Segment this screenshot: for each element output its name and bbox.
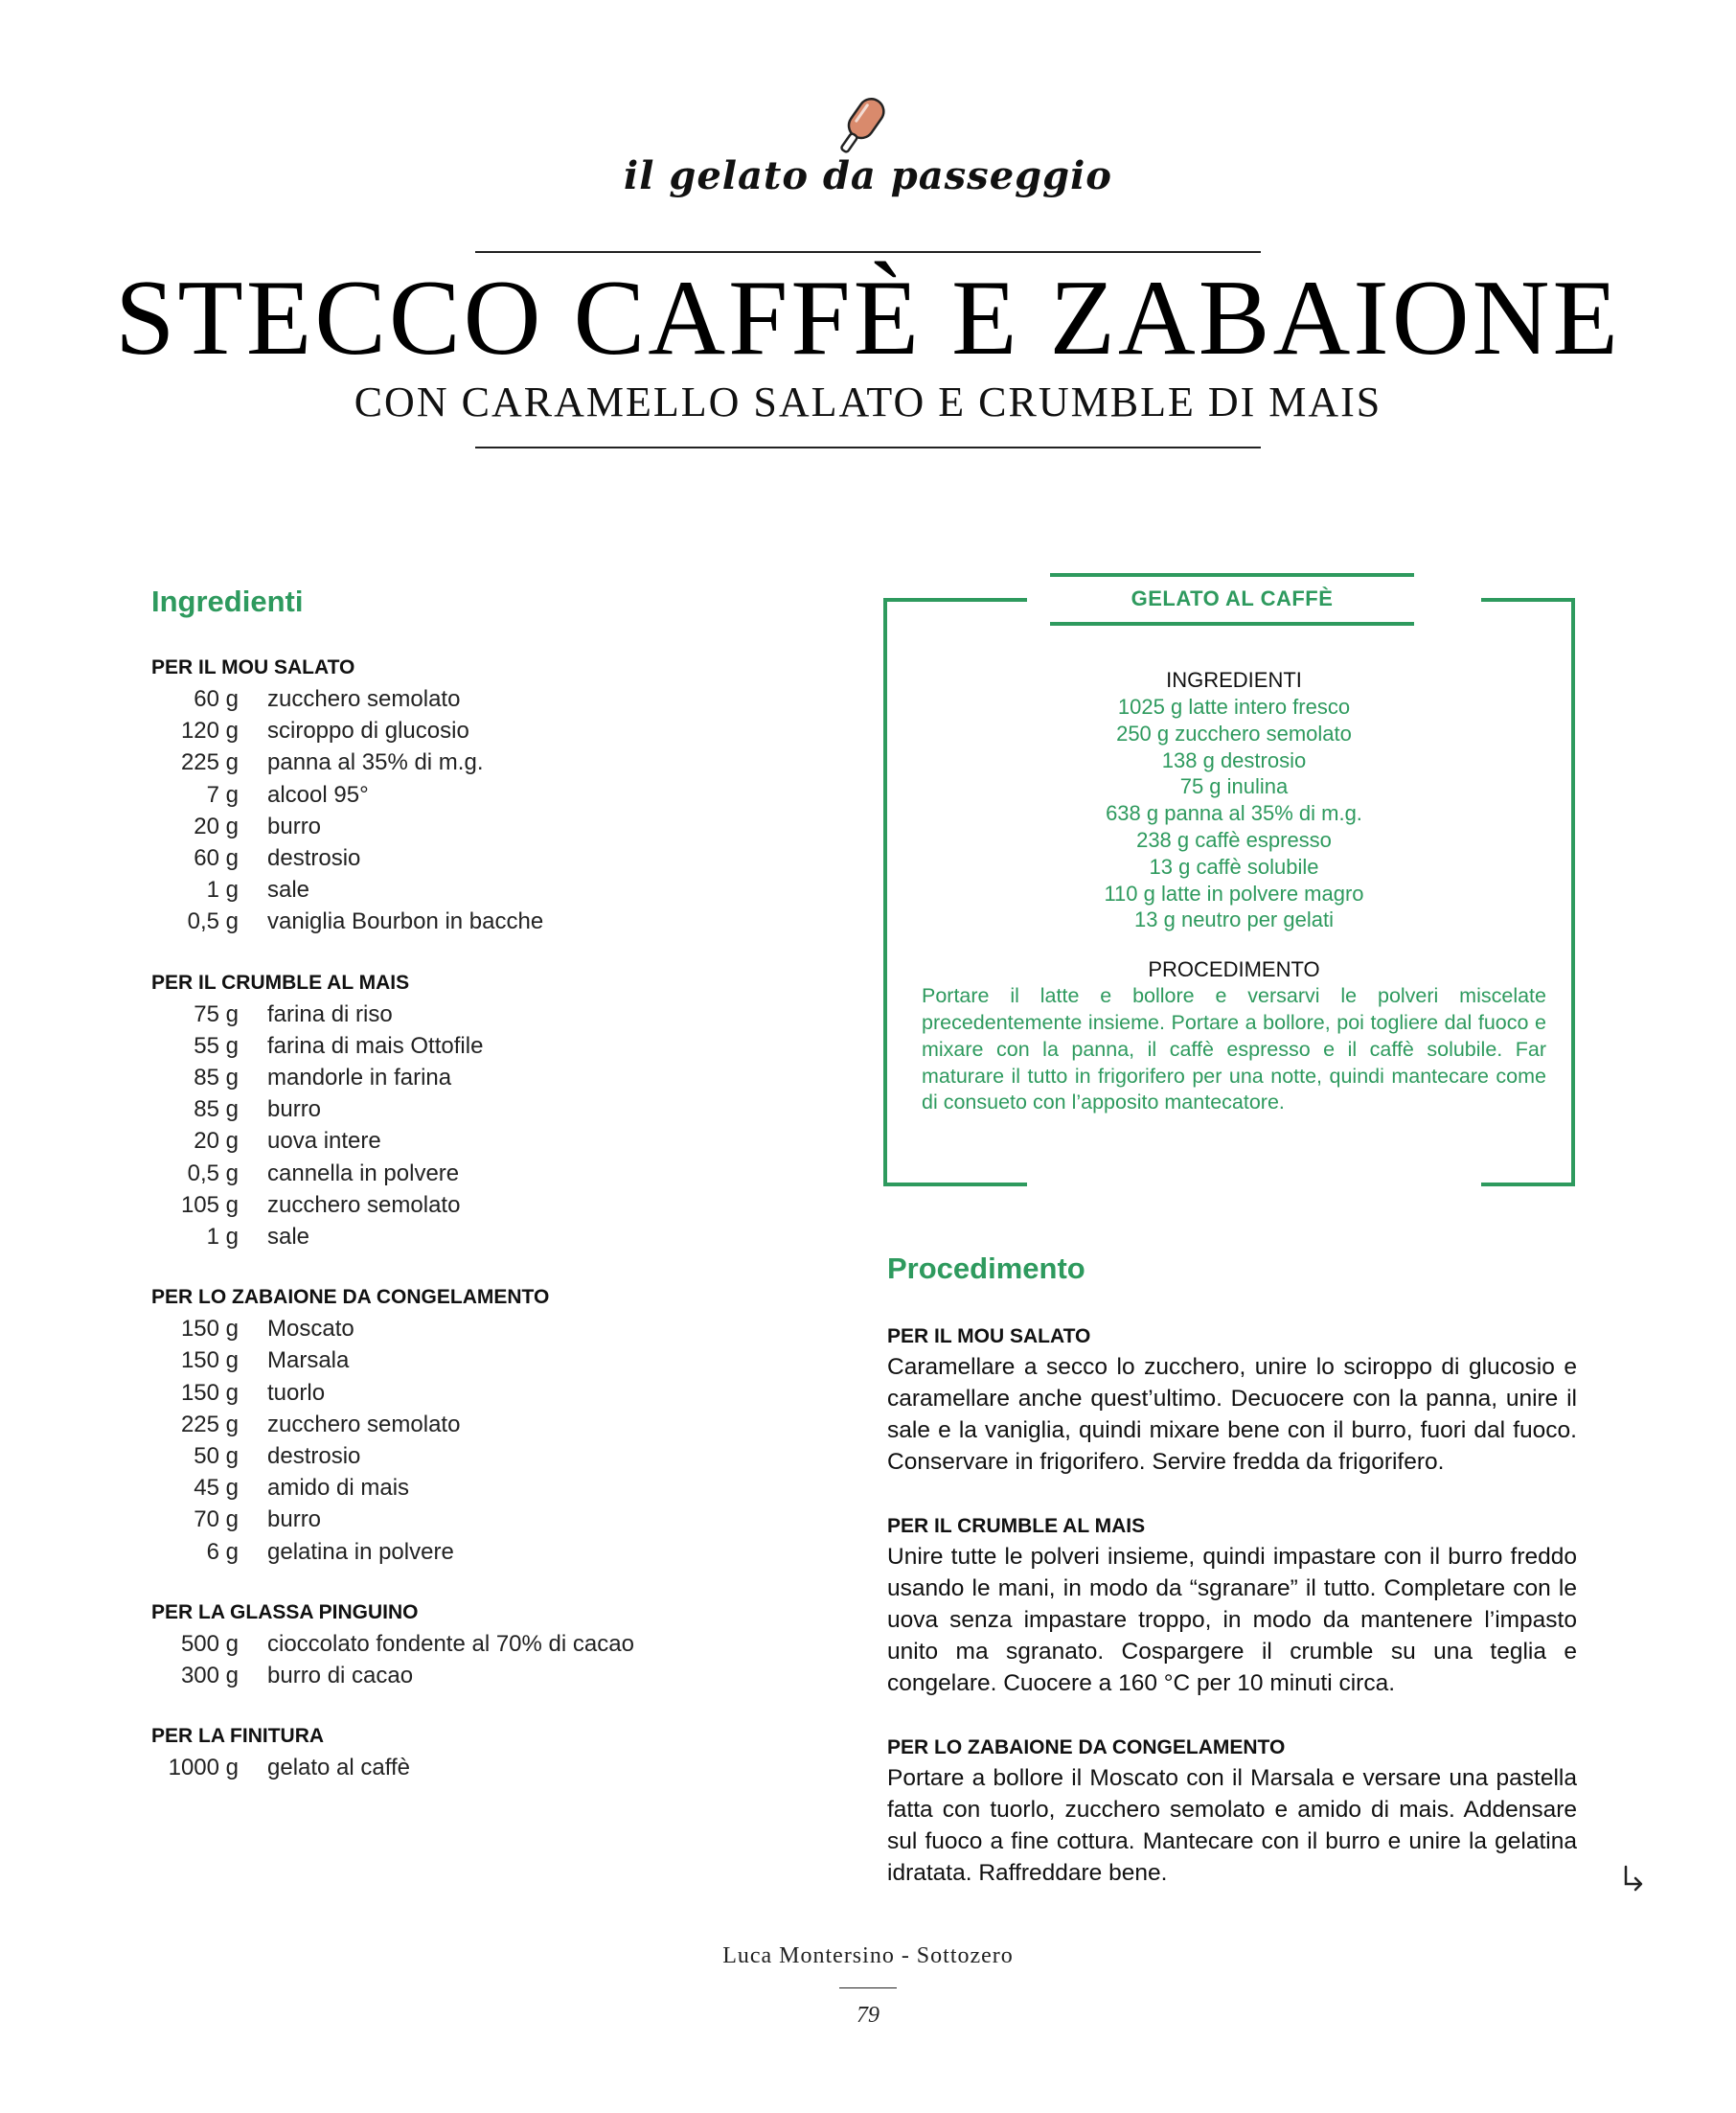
ingredient-row: [151, 999, 841, 1030]
ingredient-qty: 50 g: [194, 1443, 239, 1470]
ingredient-name: cioccolato fondente al 70% di cacao: [267, 1630, 634, 1657]
ingredient-name: sciroppo di glucosio: [267, 718, 469, 745]
title-bottom-rule: [475, 447, 1261, 448]
ingredient-qty: 1000 g: [168, 1755, 239, 1781]
ingredient-group-title: PER IL CRUMBLE AL MAIS: [151, 971, 410, 994]
page-number: 79: [857, 2003, 879, 2028]
ingredient-qty: 150 g: [180, 1347, 239, 1374]
ingredients-list: [151, 655, 841, 1816]
procedure-step-text: Caramellare a secco lo zucchero, unire lo sciroppo di glucosio e caramellare anche quest’ultimo. Decuocere con la panna, unire il sale e la vaniglia, quindi mixare bene con il burro, fuori dal fuoco. Conservare in frigorifero. Servire fredda da frigorifero.: [887, 1354, 1577, 1475]
procedure-step-text: Portare a bollore il Moscato con il Marsala e versare una pastella fatta con tuorlo, zucchero semolato e amido di mais. Addensare sul fuoco a fine cottura. Mantecare con il burro e unire la gelatina idratata. Raffreddare bene.: [887, 1765, 1577, 1886]
ingredient-name: amido di mais: [267, 1475, 410, 1502]
procedure-step-title: PER LO ZABAIONE DA CONGELAMENTO: [887, 1736, 1286, 1758]
ingredient-qty: 55 g: [194, 1032, 239, 1059]
ingredient-qty: 150 g: [180, 1316, 239, 1343]
ingredient-qty: 120 g: [180, 718, 239, 745]
ingredient-qty: 300 g: [180, 1663, 239, 1689]
ingredient-qty: 60 g: [194, 686, 239, 712]
ingredient-row: [151, 1158, 841, 1189]
procedure-step: [887, 1324, 1577, 1478]
ingredient-group-title: PER LO ZABAIONE DA CONGELAMENTO: [151, 1286, 550, 1309]
procedure-list: [887, 1324, 1577, 1925]
ingredient-name: farina di riso: [267, 1000, 393, 1027]
ingredient-group: [151, 1724, 841, 1783]
ingredient-qty: 20 g: [194, 813, 239, 839]
ingredient-row: [151, 1628, 841, 1660]
gelato-ingredient: 13 g neutro per gelati: [1134, 907, 1334, 932]
ingredient-row: [151, 1093, 841, 1125]
popsicle-icon: [828, 92, 895, 159]
gelato-ingredients-list: [922, 694, 1546, 933]
ingredient-name: gelato al caffè: [267, 1755, 411, 1781]
ingredient-group: [151, 1600, 841, 1691]
ingredient-group-title: PER IL MOU SALATO: [151, 656, 355, 678]
ingredient-name: Moscato: [267, 1316, 354, 1343]
gelato-procedure-label: PROCEDIMENTO: [1148, 957, 1320, 982]
ingredient-group: [151, 655, 841, 938]
ingredients-heading: Ingredienti: [151, 585, 304, 618]
recipe-title: STECCO CAFFÈ E ZABAIONE: [115, 259, 1621, 378]
ingredient-qty: 70 g: [194, 1506, 239, 1533]
gelato-box-title-rule-bottom: [1050, 622, 1414, 626]
ingredient-row: [151, 1377, 841, 1409]
ingredient-row: [151, 1062, 841, 1093]
ingredient-row: [151, 683, 841, 715]
ingredient-qty: 75 g: [194, 1000, 239, 1027]
continue-arrow-icon: [1619, 1863, 1648, 1892]
ingredient-qty: 500 g: [180, 1630, 239, 1657]
footer-rule: [839, 1987, 897, 1988]
ingredient-row: [151, 746, 841, 778]
ingredient-name: burro: [267, 1506, 322, 1533]
ingredient-group: [151, 1285, 841, 1568]
ingredient-name: alcool 95°: [267, 781, 369, 808]
procedure-step-title: PER IL MOU SALATO: [887, 1325, 1091, 1347]
gelato-box-title: GELATO AL CAFFÈ: [1131, 586, 1334, 610]
ingredient-qty: 225 g: [180, 749, 239, 776]
ingredient-row: [151, 811, 841, 842]
ingredient-name: destrosio: [267, 1443, 361, 1470]
ingredient-qty: 85 g: [194, 1096, 239, 1123]
title-top-rule: [475, 251, 1261, 253]
ingredient-name: sale: [267, 877, 310, 904]
recipe-subtitle: CON CARAMELLO SALATO E CRUMBLE DI MAIS: [354, 379, 1382, 425]
gelato-ingredient: 638 g panna al 35% di m.g.: [1106, 801, 1362, 826]
ingredient-row: [151, 1313, 841, 1344]
ingredient-row: [151, 1030, 841, 1062]
ingredient-row: [151, 1752, 841, 1783]
ingredient-name: burro: [267, 1096, 322, 1123]
ingredient-qty: 0,5 g: [187, 908, 239, 935]
ingredient-row: [151, 779, 841, 811]
procedure-step: [887, 1735, 1577, 1889]
ingredient-row: [151, 906, 841, 937]
ingredient-qty: 1 g: [206, 877, 239, 904]
procedure-step: [887, 1514, 1577, 1699]
ingredient-name: farina di mais Ottofile: [267, 1032, 484, 1059]
ingredient-name: Marsala: [267, 1347, 350, 1374]
ingredient-qty: 0,5 g: [187, 1160, 239, 1186]
ingredient-row: [151, 874, 841, 906]
gelato-procedure-text: Portare il latte e bollore e versarvi le polveri miscelate precedentemente insieme. Portare a bollore, poi togliere dal fuoco e mixare con la panna, il caffè espresso e il caffè solubile. Far maturare il tutto in frigorifero per una notte, quindi mantecare come di consueto con l’apposito mantecatore.: [922, 984, 1546, 1114]
ingredient-name: uova intere: [267, 1128, 381, 1155]
ingredient-qty: 20 g: [194, 1128, 239, 1155]
ingredient-row: [151, 1221, 841, 1252]
ingredient-group-title: PER LA FINITURA: [151, 1725, 325, 1748]
ingredient-name: mandorle in farina: [267, 1065, 452, 1091]
ingredient-row: [151, 1125, 841, 1157]
ingredient-row: [151, 1660, 841, 1691]
gelato-ingredient: 1025 g latte intero fresco: [1117, 695, 1351, 719]
gelato-ingredient: 13 g caffè solubile: [1149, 854, 1319, 879]
ingredient-qty: 60 g: [194, 845, 239, 872]
footer-author: Luca Montersino - Sottozero: [722, 1943, 1014, 1968]
ingredient-name: tuorlo: [267, 1379, 326, 1406]
ingredient-group-title: PER LA GLASSA PINGUINO: [151, 1600, 419, 1623]
ingredient-row: [151, 1504, 841, 1535]
ingredient-name: panna al 35% di m.g.: [267, 749, 484, 776]
gelato-ingredient: 110 g latte in polvere magro: [1104, 881, 1364, 906]
gelato-ingredient: 75 g inulina: [1179, 774, 1289, 799]
gelato-ingredients-label: INGREDIENTI: [1166, 668, 1302, 692]
ingredient-row: [151, 1409, 841, 1440]
ingredient-name: zucchero semolato: [267, 1191, 461, 1218]
ingredient-qty: 1 g: [206, 1224, 239, 1251]
ingredient-qty: 105 g: [180, 1191, 239, 1218]
ingredient-row: [151, 1440, 841, 1472]
ingredient-qty: 7 g: [206, 781, 239, 808]
procedure-step-title: PER IL CRUMBLE AL MAIS: [887, 1515, 1146, 1537]
ingredient-qty: 85 g: [194, 1065, 239, 1091]
ingredient-name: cannella in polvere: [267, 1160, 460, 1186]
ingredient-name: destrosio: [267, 845, 361, 872]
procedure-step-text: Unire tutte le polveri insieme, quindi impastare con il burro freddo usando le mani, in modo da “sgranare” il tutto. Completare con le uova senza impastare troppo, in modo da mantenere l’impasto unito ma sgranato. Cospargere il crumble su una teglia e congelare. Cuocere a 160 °C per 10 minuti circa.: [887, 1544, 1577, 1696]
ingredient-row: [151, 1344, 841, 1376]
ingredient-row: [151, 715, 841, 746]
gelato-ingredient: 250 g zucchero semolato: [1116, 721, 1352, 746]
series-name: il gelato da passeggio: [624, 153, 1112, 198]
ingredient-name: sale: [267, 1224, 310, 1251]
gelato-box-title-rule-top: [1050, 573, 1414, 577]
ingredient-row: [151, 1189, 841, 1221]
ingredient-qty: 6 g: [206, 1538, 239, 1565]
ingredient-qty: 150 g: [180, 1379, 239, 1406]
gelato-ingredient: 238 g caffè espresso: [1136, 827, 1332, 852]
ingredient-row: [151, 1472, 841, 1504]
ingredient-name: burro di cacao: [267, 1663, 414, 1689]
ingredient-name: gelatina in polvere: [267, 1538, 454, 1565]
gelato-ingredient: 138 g destrosio: [1161, 747, 1307, 772]
ingredient-group: [151, 971, 841, 1253]
gelato-box-content: [922, 667, 1546, 1116]
ingredient-qty: 225 g: [180, 1411, 239, 1437]
procedure-heading: Procedimento: [887, 1252, 1085, 1285]
ingredient-name: burro: [267, 813, 322, 839]
ingredient-row: [151, 1536, 841, 1568]
ingredient-qty: 45 g: [194, 1475, 239, 1502]
ingredient-row: [151, 842, 841, 874]
ingredient-name: zucchero semolato: [267, 1411, 461, 1437]
ingredient-name: zucchero semolato: [267, 686, 461, 712]
ingredient-name: vaniglia Bourbon in bacche: [267, 908, 544, 935]
